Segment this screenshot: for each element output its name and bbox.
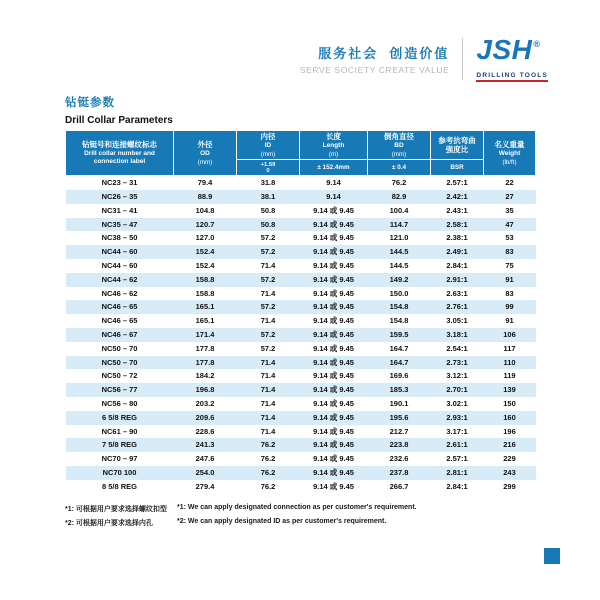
brand-header [300,36,548,82]
cell-length: 9.14 或 9.45 [313,357,354,367]
cell-weight: 35 [505,205,514,215]
cell-id: 50.8 [260,219,276,229]
cell-connection-label: NC50 – 70 [101,357,138,367]
cell-bd: 144.5 [389,260,409,270]
cell-connection-label: NC44 – 60 [101,247,138,257]
footnotes [65,504,417,532]
cell-od: 241.3 [195,440,215,450]
cell-bd: 76.2 [391,178,407,188]
cell-bsr: 2.57:1 [446,454,468,464]
table-row [66,466,536,480]
table-row [66,342,536,356]
cell-connection-label: NC50 – 70 [101,343,138,353]
cell-connection-label: 6 5/8 REG [101,412,138,422]
footnote-2-english: *2: We can apply designated ID as per customer's requirement. [177,518,387,525]
cell-weight: 229 [503,454,516,464]
cell-id: 71.4 [260,412,276,422]
cell-id: 71.4 [260,398,276,408]
cell-weight: 53 [505,233,514,243]
brand-divider [462,38,463,80]
cell-length: 9.14 [326,178,341,188]
cell-weight: 110 [503,357,516,367]
bd-tolerance: ± 0.4 [368,160,431,176]
cell-bd: 154.8 [389,302,409,312]
cell-bd: 232.6 [389,454,409,464]
cell-bd: 149.2 [389,274,409,284]
cell-length: 9.14 或 9.45 [313,371,354,381]
cell-od: 88.9 [197,191,213,201]
cell-bsr: 3.17:1 [446,426,468,436]
cell-id: 31.8 [260,178,276,188]
cell-bsr: 2.42:1 [446,191,468,201]
id-tolerance: +1.59 0 [237,160,300,176]
cell-bsr: 2.84:1 [446,260,468,270]
cell-weight: 139 [503,385,516,395]
cell-weight: 75 [505,260,514,270]
cell-weight: 83 [505,247,514,257]
cell-bsr: 3.18:1 [446,329,468,339]
cell-weight: 91 [505,316,514,326]
cell-connection-label: NC70 – 97 [101,454,138,464]
cell-length: 9.14 或 9.45 [313,274,354,284]
cell-length: 9.14 或 9.45 [313,302,354,312]
cell-length: 9.14 或 9.45 [313,467,354,477]
column-header-id: 内径 ID (mm) [237,131,300,160]
cell-bsr: 3.02:1 [446,398,468,408]
footnote-1 [65,504,417,514]
cell-bsr: 3.12:1 [446,371,468,381]
length-tolerance: ± 152.4mm [300,160,368,176]
cell-length: 9.14 或 9.45 [313,454,354,464]
slogan-chinese: 服务社会 创造价值 [318,46,450,61]
cell-od: 247.6 [195,454,215,464]
cell-weight: 160 [503,412,516,422]
column-header-connection-label: 钻铤号和连接螺纹标志 Drill collar number and connection label [66,131,174,176]
cell-id: 76.2 [260,467,276,477]
cell-bsr: 2.49:1 [446,247,468,257]
cell-bsr: 2.43:1 [446,205,468,215]
cell-od: 152.4 [195,260,215,270]
cell-length: 9.14 或 9.45 [313,329,354,339]
cell-length: 9.14 或 9.45 [313,385,354,395]
table-header [66,131,536,176]
table-row [66,287,536,301]
table-row [66,411,536,425]
cell-bsr: 2.73:1 [446,357,468,367]
column-header-length: 长度 Length (m) [300,131,368,160]
cell-length: 9.14 或 9.45 [313,412,354,422]
cell-length: 9.14 或 9.45 [313,233,354,243]
cell-length: 9.14 或 9.45 [313,288,354,298]
logo-subtitle: DRILLING TOOLS [476,72,548,82]
column-header-od: 外径 OD (mm) [174,131,237,176]
cell-od: 279.4 [195,481,215,491]
footnote-2-chinese: *2: 可根据用户要求选择内孔 [65,520,153,527]
cell-id: 57.2 [260,329,276,339]
cell-id: 71.4 [260,316,276,326]
cell-id: 76.2 [260,454,276,464]
cell-bd: 100.4 [389,205,409,215]
cell-bsr: 2.70:1 [446,385,468,395]
cell-bd: 169.6 [389,371,409,381]
cell-bd: 190.1 [389,398,409,408]
cell-connection-label: NC61 – 90 [101,426,138,436]
table-row [66,273,536,287]
cell-id: 71.4 [260,371,276,381]
cell-weight: 83 [505,288,514,298]
cell-bd: 266.7 [389,481,409,491]
cell-weight: 47 [505,219,514,229]
cell-bsr: 3.05:1 [446,316,468,326]
page-title-chinese: 钻铤参数 [65,97,115,109]
slogan-english: SERVE SOCIETY CREATE VALUE [299,65,450,75]
cell-id: 76.2 [260,481,276,491]
cell-od: 158.8 [195,274,215,284]
column-header-weight: 名义重量 Weight (lb/ft) [484,131,536,176]
cell-id: 71.4 [260,357,276,367]
cell-bsr: 2.61:1 [446,440,468,450]
cell-id: 57.2 [260,302,276,312]
cell-od: 165.1 [195,302,215,312]
table-row [66,245,536,259]
section-titles [65,94,173,126]
cell-id: 57.2 [260,233,276,243]
cell-bsr: 2.38:1 [446,233,468,243]
table-row [66,328,536,342]
cell-bd: 159.5 [389,329,409,339]
cell-bsr: 2.81:1 [446,467,468,477]
cell-length: 9.14 或 9.45 [313,440,354,450]
cell-connection-label: NC44 – 60 [101,260,138,270]
cell-bsr: 2.57:1 [446,178,468,188]
cell-connection-label: NC23 – 31 [101,178,138,188]
cell-od: 104.8 [195,205,215,215]
cell-od: 152.4 [195,247,215,257]
cell-connection-label: NC46 – 67 [101,329,138,339]
table-row [66,314,536,328]
table-row [66,176,536,190]
cell-length: 9.14 或 9.45 [313,398,354,408]
cell-od: 196.8 [195,385,215,395]
cell-weight: 243 [503,467,516,477]
cell-bsr: 2.63:1 [446,288,468,298]
cell-bd: 185.3 [389,385,409,395]
footnote-1-english: *1: We can apply designated connection as per customer's requirement. [177,504,417,511]
cell-connection-label: NC46 – 62 [101,288,138,298]
cell-od: 203.2 [195,398,215,408]
cell-weight: 196 [503,426,516,436]
cell-connection-label: NC31 – 41 [101,205,138,215]
cell-od: 120.7 [195,219,215,229]
cell-bd: 237.8 [389,467,409,477]
cell-connection-label: NC35 – 47 [101,219,138,229]
cell-od: 184.2 [195,371,215,381]
cell-od: 158.8 [195,288,215,298]
cell-bsr: 2.84:1 [446,481,468,491]
table-row [66,218,536,232]
column-header-bsr: 参考抗弯曲 强度比 [431,131,484,160]
cell-id: 71.4 [260,385,276,395]
cell-connection-label: NC56 – 77 [101,385,138,395]
cell-bd: 164.7 [389,343,409,353]
table-row [66,369,536,383]
cell-weight: 27 [505,191,514,201]
cell-connection-label: 7 5/8 REG [101,440,138,450]
drill-collar-parameters-table [65,130,536,494]
cell-connection-label: NC46 – 65 [101,302,138,312]
cell-id: 71.4 [260,260,276,270]
cell-bd: 195.6 [389,412,409,422]
table-row [66,425,536,439]
cell-length: 9.14 或 9.45 [313,316,354,326]
cell-id: 57.2 [260,343,276,353]
cell-bd: 223.8 [389,440,409,450]
cell-weight: 106 [503,329,516,339]
cell-bsr: 2.54:1 [446,343,468,353]
cell-bd: 121.0 [389,233,409,243]
logo-text: JSH [476,34,533,65]
cell-length: 9.14 或 9.45 [313,205,354,215]
cell-od: 254.0 [195,467,215,477]
table-row [66,356,536,370]
cell-length: 9.14 或 9.45 [313,219,354,229]
table-row [66,480,536,494]
cell-bd: 114.7 [389,219,409,229]
page-title-english: Drill Collar Parameters [65,115,173,126]
cell-od: 177.8 [195,357,215,367]
cell-od: 79.4 [197,178,213,188]
cell-bd: 154.8 [389,316,409,326]
registered-mark-icon: ® [533,39,541,49]
cell-bsr: 2.93:1 [446,412,468,422]
table-row [66,397,536,411]
cell-connection-label: NC50 – 72 [101,371,138,381]
cell-connection-label: NC46 – 65 [101,316,138,326]
table-row [66,438,536,452]
cell-connection-label: 8 5/8 REG [101,481,138,491]
cell-bd: 82.9 [391,191,407,201]
table-row [66,204,536,218]
cell-id: 57.2 [260,247,276,257]
cell-bsr: 2.76:1 [446,302,468,312]
cell-length: 9.14 [326,191,341,201]
cell-length: 9.14 或 9.45 [313,481,354,491]
cell-id: 50.8 [260,205,276,215]
cell-weight: 119 [503,371,516,381]
cell-od: 228.6 [195,426,215,436]
cell-length: 9.14 或 9.45 [313,343,354,353]
cell-weight: 150 [503,398,516,408]
corner-decoration-square [544,548,560,564]
cell-length: 9.14 或 9.45 [313,260,354,270]
cell-connection-label: NC26 – 35 [101,191,138,201]
cell-od: 209.6 [195,412,215,422]
cell-connection-label: NC38 – 50 [101,233,138,243]
table-row [66,383,536,397]
cell-od: 171.4 [195,329,215,339]
cell-bd: 164.7 [389,357,409,367]
cell-weight: 22 [505,178,514,188]
footnote-1-chinese: *1: 可根据用户要求选择螺纹扣型 [65,506,167,513]
cell-weight: 299 [503,481,516,491]
cell-id: 71.4 [260,426,276,436]
table-row [66,452,536,466]
cell-bd: 150.0 [389,288,409,298]
cell-bsr: 2.91:1 [446,274,468,284]
cell-weight: 99 [505,302,514,312]
table-body [66,176,536,494]
logo-wordmark [476,36,548,64]
cell-od: 165.1 [195,316,215,326]
column-header-bd: 倒角直径 BD (mm) [368,131,431,160]
bsr-abbrev: BSR [431,160,484,176]
cell-length: 9.14 或 9.45 [313,247,354,257]
cell-weight: 117 [503,343,516,353]
cell-connection-label: NC56 – 80 [101,398,138,408]
cell-id: 76.2 [260,440,276,450]
table-row [66,190,536,204]
cell-length: 9.14 或 9.45 [313,426,354,436]
table-row [66,300,536,314]
cell-bd: 212.7 [389,426,409,436]
jsh-logo [476,36,548,82]
cell-connection-label: NC70 100 [102,467,137,477]
table-row [66,231,536,245]
cell-id: 71.4 [260,288,276,298]
cell-weight: 91 [505,274,514,284]
cell-id: 38.1 [260,191,276,201]
cell-bd: 144.5 [389,247,409,257]
cell-bsr: 2.58:1 [446,219,468,229]
footnote-2 [65,518,417,528]
slogans [300,43,450,75]
cell-connection-label: NC44 – 62 [101,274,138,284]
cell-weight: 216 [503,440,516,450]
cell-od: 177.8 [195,343,215,353]
cell-id: 57.2 [260,274,276,284]
table-row [66,259,536,273]
cell-od: 127.0 [195,233,215,243]
